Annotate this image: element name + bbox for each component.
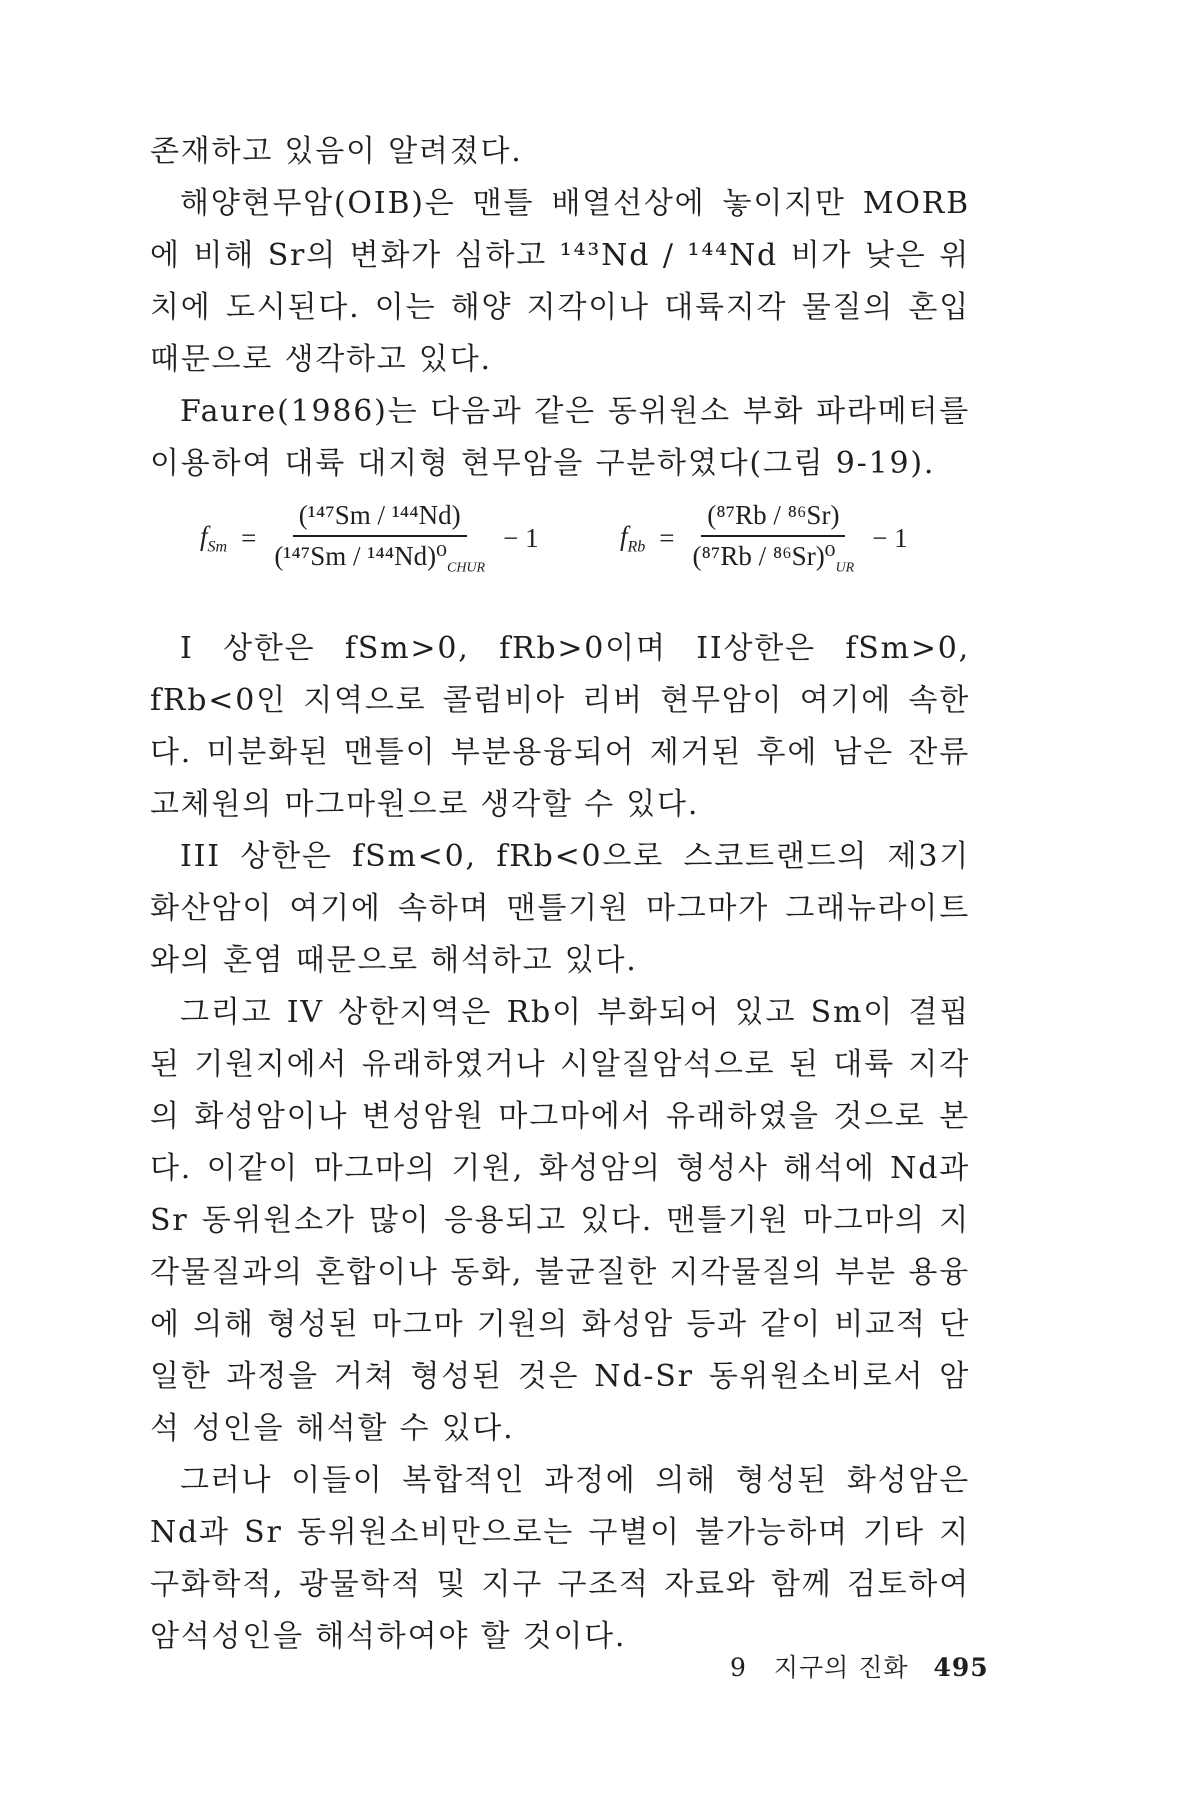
formula-f-rb-numerator: (⁸⁷Rb / ⁸⁶Sr) xyxy=(701,500,845,537)
formula-f-rb-denominator: $(^{87}Rb / ^{86}Sr)^0_{UR}$ xyxy=(692,541,855,576)
formula-f-sm-minus-one: − 1 xyxy=(503,522,539,553)
formula-f-rb-symbol: $f_{Rb}$ xyxy=(620,520,646,555)
paragraph-oib: 해양현무암(OIB)은 맨틀 배열선상에 놓이지만 MORB에 비해 Sr의 변화가 심하고 ¹⁴³Nd / ¹⁴⁴Nd 비가 낮은 위치에 도시된다. 이는 해양 지각이나 대륙지각 물질의 혼입 때문으로 생각하고 있다. xyxy=(150,186,970,377)
page-footer xyxy=(730,1648,989,1684)
formula-f-sm-denominator: $(^{147}Sm / ^{144}Nd)^0_{CHUR}$ xyxy=(274,541,486,576)
paragraph-continuation: 존재하고 있음이 알려졌다. xyxy=(150,134,523,169)
formula-f-rb-fraction xyxy=(687,500,861,576)
paragraph-faure: Faure(1986)는 다음과 같은 동위원소 부화 파라메터를 이용하여 대륙 대지형 현무암을 구분하였다(그림 9-19). xyxy=(150,394,970,481)
paragraph-quadrant-4: 그리고 IV 상한지역은 Rb이 부화되어 있고 Sm이 결핍된 기원지에서 유래하였거나 시알질암석으로 된 대륙 지각의 화성암이나 변성암원 마그마에서 유래하였을 것으로 본다. 이같이 마그마의 기원, 화성암의 형성사 해석에 Nd과 Sr 동위원소가 많이 응용되고 있다. 맨틀기원 마그마의 지각물질과의 혼합이나 동화, 불균질한 지각물질의 부분 용융에 의해 형성된 마그마 기원의 화성암 등과 같이 비교적 단일한 과정을 거쳐 형성된 것은 Nd-Sr 동위원소비로서 암석 성인을 해석할 수 있다. xyxy=(150,995,970,1446)
body-text-top xyxy=(150,126,970,490)
footer-page-number: 495 xyxy=(933,1653,989,1682)
footer-chapter-number: 9 xyxy=(730,1653,747,1682)
formula-f-sm-numerator: (¹⁴⁷Sm / ¹⁴⁴Nd) xyxy=(293,500,467,537)
footer-chapter-title: 지구의 진화 xyxy=(773,1653,909,1682)
paragraph-conclusion: 그러나 이들이 복합적인 과정에 의해 형성된 화성암은 Nd과 Sr 동위원소비만으로는 구별이 불가능하며 기타 지구화학적, 광물학적 및 지구 구조적 자료와 함께 검토하여 암석성인을 해석하여야 할 것이다. xyxy=(150,1463,970,1654)
formula-f-sm-fraction xyxy=(268,500,491,576)
formula-f-rb-minus-one: − 1 xyxy=(872,522,908,553)
formula-f-rb-equals: = xyxy=(659,522,675,553)
body-text-bottom xyxy=(150,623,970,1663)
formula-f-sm-equals: = xyxy=(241,522,257,553)
formula-f-sm-symbol: $f_{Sm}$ xyxy=(200,520,228,555)
paragraph-quadrant-3: III 상한은 fSm<0, fRb<0으로 스코트랜드의 제3기 화산암이 여기에 속하며 맨틀기원 마그마가 그래뉴라이트와의 혼염 때문으로 해석하고 있다. xyxy=(150,839,970,978)
formula-f-sm xyxy=(200,500,539,576)
formula-area xyxy=(200,500,1000,590)
paragraph-quadrant-1-2: I 상한은 fSm>0, fRb>0이며 II상한은 fSm>0, fRb<0인 지역으로 콜럼비아 리버 현무암이 여기에 속한다. 미분화된 맨틀이 부분용융되어 제거된 후에 남은 잔류 고체원의 마그마원으로 생각할 수 있다. xyxy=(150,631,970,822)
formula-f-rb xyxy=(620,500,908,576)
